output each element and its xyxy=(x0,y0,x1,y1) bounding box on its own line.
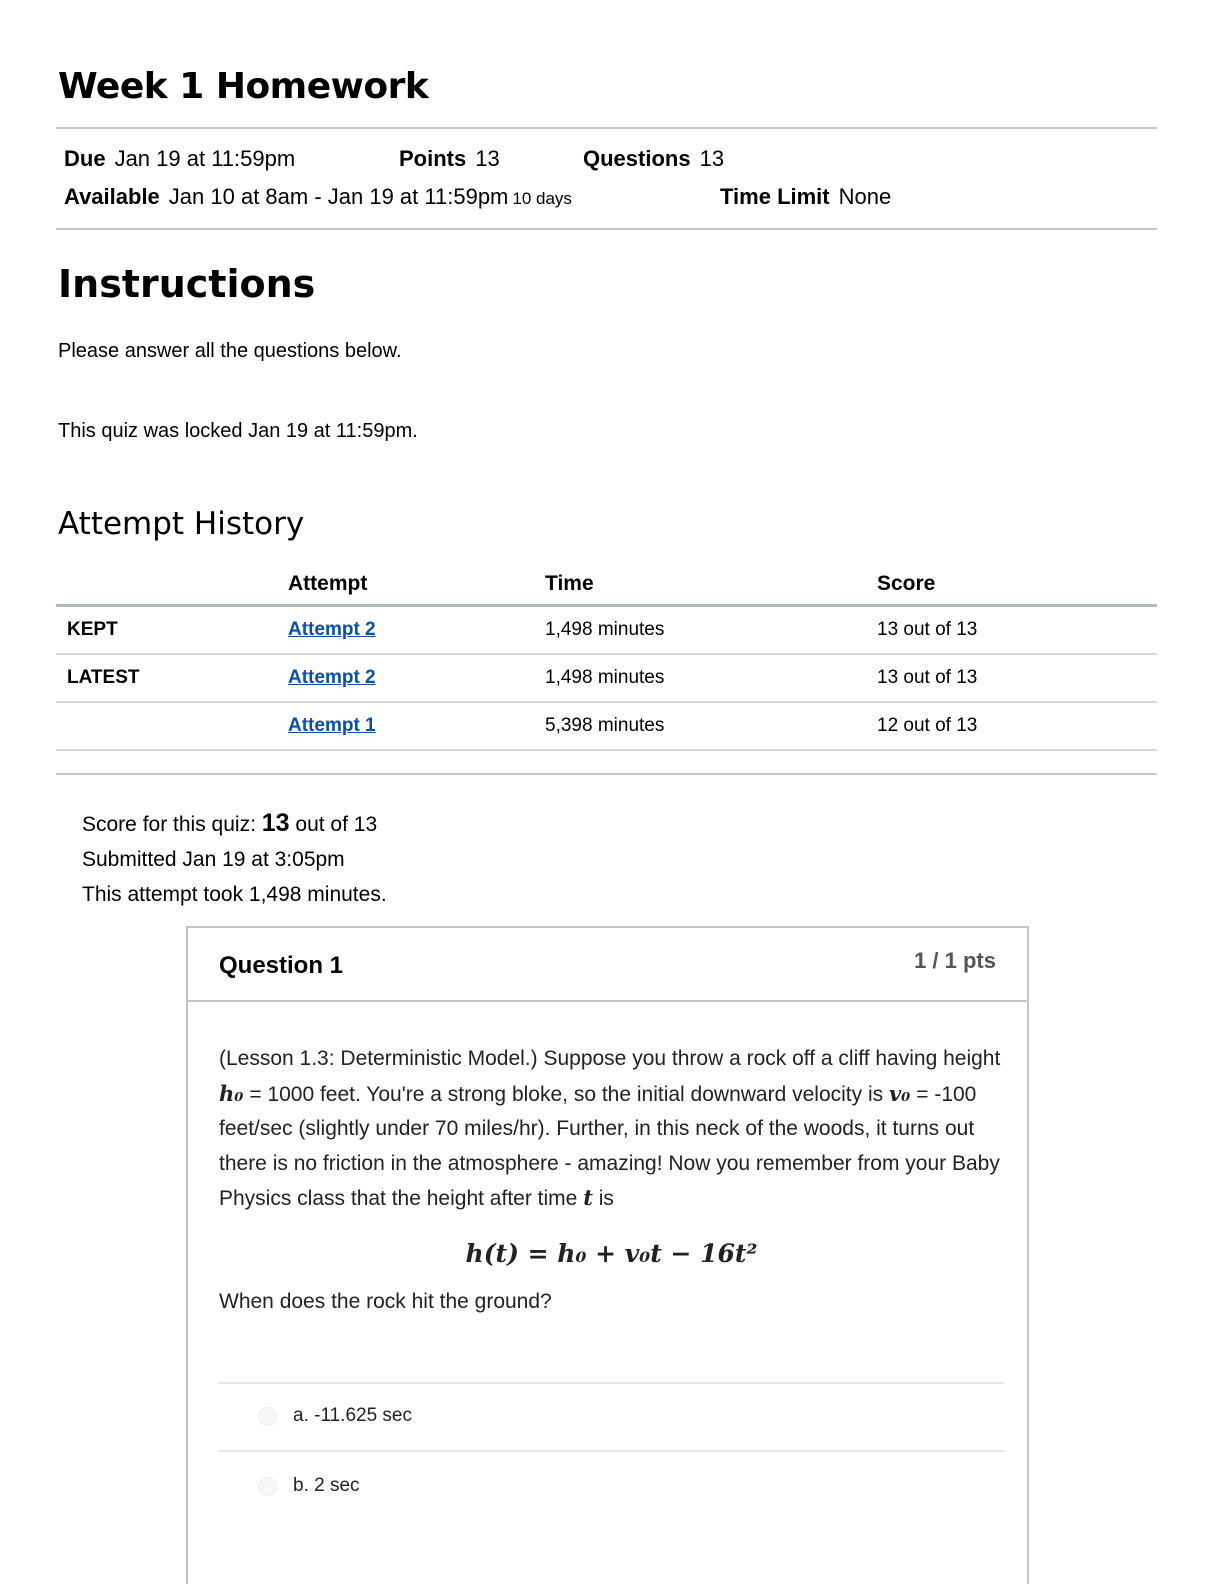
attempt-status: LATEST xyxy=(56,654,288,702)
question-card xyxy=(186,926,1029,1584)
table-row xyxy=(56,702,1157,750)
attempt-score: 13 out of 13 xyxy=(877,606,1157,655)
attempt-link[interactable]: Attempt 1 xyxy=(288,715,376,736)
attempt-time: 1,498 minutes xyxy=(545,606,877,655)
quiz-result xyxy=(82,806,387,912)
attempt-history-heading: Attempt History xyxy=(58,506,305,542)
available-info: Available Jan 10 at 8am - Jan 19 at 11:59pm 10 days xyxy=(64,184,572,209)
column-header: Score xyxy=(877,564,1157,606)
question-text: (Lesson 1.3: Deterministic Model.) Suppose you throw a rock off a cliff having height h₀ = 1000 feet. You're a strong bloke, so the initial downward velocity is v₀ = -100 feet/sec (slightly under 70 miles/hr). Further, in this neck of the woods, it turns out there is no friction in the atmosphere - amazing! Now you remember from your Baby Physics class that the height after time t is h(t) = h₀ + v₀t − 16t² When does the rock hit the ground? xyxy=(219,1042,1004,1320)
radio-button[interactable] xyxy=(258,1477,277,1496)
attempt-time: 1,498 minutes xyxy=(545,654,877,702)
answer-divider xyxy=(219,1450,1004,1452)
column-header xyxy=(56,564,288,606)
question-title: Question 1 xyxy=(219,952,344,979)
height-formula: h(t) = h₀ + v₀t − 16t² xyxy=(465,1238,758,1268)
attempt-history-table xyxy=(56,564,1157,751)
questions-info: Questions 13 xyxy=(583,146,725,171)
locked-notice: This quiz was locked Jan 19 at 11:59pm. xyxy=(58,420,418,442)
attempt-link[interactable]: Attempt 2 xyxy=(288,667,376,688)
t-symbol: t xyxy=(583,1185,593,1210)
h0-symbol: h₀ xyxy=(219,1080,244,1106)
quiz-title: Week 1 Homework xyxy=(58,66,429,107)
time-limit-info: Time Limit None xyxy=(720,184,892,209)
divider xyxy=(56,773,1157,775)
due-info: Due Jan 19 at 11:59pm xyxy=(64,146,296,171)
answer-option-a[interactable]: a. -11.625 sec xyxy=(258,1405,412,1427)
v0-symbol: v₀ xyxy=(888,1080,911,1106)
attempt-status: KEPT xyxy=(56,606,288,655)
attempt-link[interactable]: Attempt 2 xyxy=(288,619,376,640)
duration-line: This attempt took 1,498 minutes. xyxy=(82,883,387,906)
radio-button[interactable] xyxy=(258,1407,277,1426)
answer-option-b[interactable]: b. 2 sec xyxy=(258,1475,360,1497)
points-info: Points 13 xyxy=(399,146,500,171)
attempt-time: 5,398 minutes xyxy=(545,702,877,750)
question-header xyxy=(188,928,1027,1002)
submitted-line: Submitted Jan 19 at 3:05pm xyxy=(82,848,345,871)
column-header: Attempt xyxy=(288,564,545,606)
divider xyxy=(56,127,1157,129)
question-prompt: When does the rock hit the ground? xyxy=(219,1290,552,1313)
attempt-status xyxy=(56,702,288,750)
table-header-row xyxy=(56,564,1157,606)
attempt-score: 13 out of 13 xyxy=(877,654,1157,702)
attempt-score: 12 out of 13 xyxy=(877,702,1157,750)
column-header: Time xyxy=(545,564,877,606)
divider xyxy=(56,228,1157,230)
score-value: 13 xyxy=(261,809,290,837)
instructions-text: Please answer all the questions below. xyxy=(58,340,402,362)
instructions-heading: Instructions xyxy=(58,262,316,306)
answer-divider xyxy=(219,1382,1004,1384)
table-row xyxy=(56,606,1157,655)
score-line: Score for this quiz: 13 out of 13 xyxy=(82,809,378,837)
table-row xyxy=(56,654,1157,702)
question-points: 1 / 1 pts xyxy=(914,948,996,973)
